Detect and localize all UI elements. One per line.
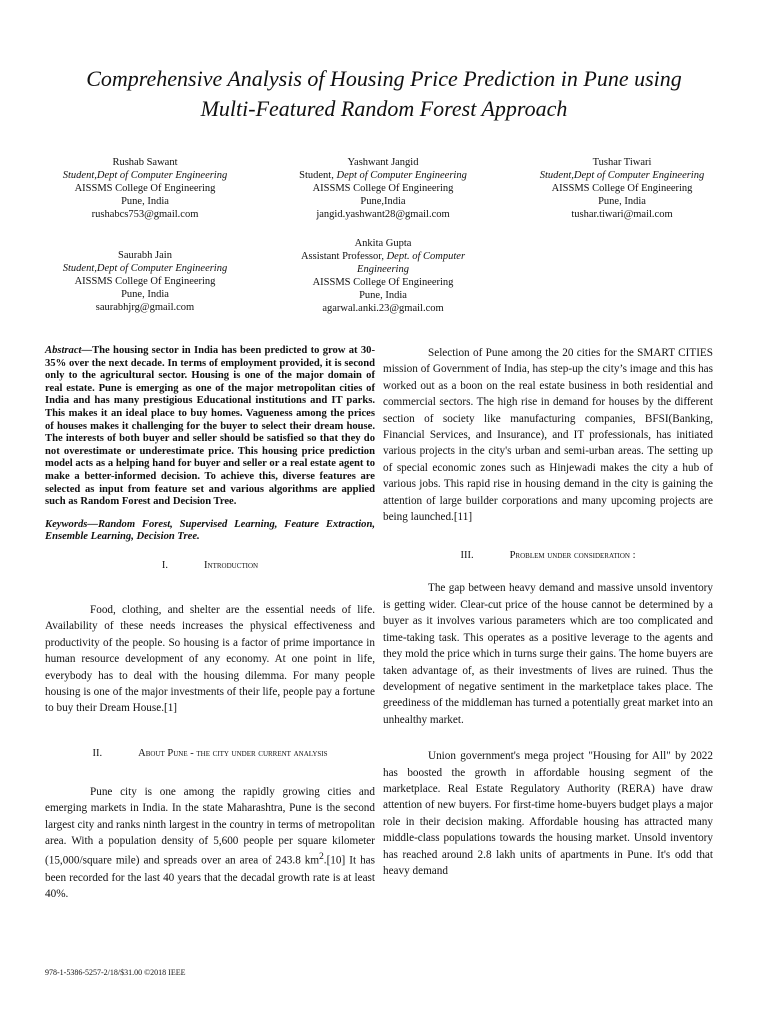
paragraph-text: Pune city is one among the rapidly growing cities and emerging markets in India. In the state Maharashtra, Pune is the second largest city and ranks ninth largest in the country in terms of metropolitan area. With a population density of 5,600 people per square kilometer (15,000/square mile) and spreads over an area of 243.8 km bbox=[45, 785, 375, 868]
author-org: AISSMS College Of Engineering bbox=[551, 183, 693, 194]
author-location: Pune,India bbox=[360, 196, 406, 207]
abstract bbox=[45, 345, 375, 509]
author-org: AISSMS College Of Engineering bbox=[74, 183, 216, 194]
author-location: Pune, India bbox=[121, 289, 169, 300]
paper-title bbox=[30, 64, 738, 124]
superscript: 2 bbox=[319, 852, 324, 863]
author-name: Yashwant Jangid bbox=[347, 157, 419, 168]
author-org: AISSMS College Of Engineering bbox=[312, 183, 454, 194]
title-line-2: Multi-Featured Random Forest Approach bbox=[200, 96, 568, 121]
section-number: I. bbox=[161, 559, 169, 571]
author-role: Student,Dept of Computer Engineering bbox=[62, 263, 228, 274]
author-org: AISSMS College Of Engineering bbox=[74, 276, 216, 287]
paragraph: Food, clothing, and shelter are the essential needs of life. Availability of these needs increases the physical effectiveness and productivity of the people. So housing is a factor of prime importance in human resource development of any economy. At one point in life, everybody has to deal with the housing dilemma. For many people housing is one of the major investments of their life, people pay a fortune to buy their Dream House.[1] bbox=[45, 603, 375, 715]
author-role: Student,Dept of Computer Engineering bbox=[62, 170, 228, 181]
paragraph: Selection of Pune among the 20 cities for the SMART CITIES mission of Government of India, has step-up the city’s image and this has worked out as a boon on the real estate business in both residential and commercial sectors. The high rise in demand for houses by the different section of society like manufacturing companies, BFSI(Banking, Financial Services, and Insurance), and IT professionals, has initiated various projects in the city's urban and semi-urban areas. The setting up of special economic zones such as Hinjewadi makes the city a hub of various jobs. This rapid rise in housing demand in the city is gaining the attention of large builder corporations and many upcoming projects are being launched.[11] bbox=[383, 347, 713, 524]
author-email: jangid.yashwant28@gmail.com bbox=[316, 209, 450, 220]
paragraph-text: .[10] It has been recorded for the last 40 years that the decadal growth rate is at least 40%. bbox=[45, 855, 375, 900]
section-heading bbox=[45, 747, 375, 760]
author-role-line bbox=[283, 250, 483, 276]
section-heading bbox=[383, 549, 713, 562]
author-email: saurabhjrg@gmail.com bbox=[95, 302, 195, 313]
author-block bbox=[30, 249, 260, 314]
keywords: Keywords—Random Forest, Supervised Learning, Feature Extraction, Ensemble Learning, Decision Tree. bbox=[45, 518, 375, 543]
paragraph: Union government's mega project "Housing for All" by 2022 has boosted the growth in affordable housing segment of the marketplace. Real Estate Regulatory Authority (RERA) have draw attention of new buyers. For first-time home-buyers budget plays a major role in their decision making. Affordable housing has attracted many middle-class populations towards the housing market. Unsold inventory has reached around 2.8 lakh units of apartments in Pune. It's odd that heavy demand bbox=[383, 750, 713, 877]
paragraph: The gap between heavy demand and massive unsold inventory is getting wider. Clear-cut price of the house cannot be determined by a buyer as it involves various parameters which are too complicated and time-taking task. This operates as a positive leverage to the agents and they mold the price which in turns surge their gains. The home buyers are taken advantage of, as their investments of lives are ruined. Thus the development of negative sentiment in the marketplace takes place. The greediness of the middleman has turned a potentially great market into an unhealthy market. bbox=[383, 582, 713, 726]
author-name: Rushab Sawant bbox=[112, 157, 178, 168]
author-location: Pune, India bbox=[121, 196, 169, 207]
author-location: Pune, India bbox=[359, 290, 407, 301]
author-block bbox=[268, 156, 498, 221]
author-block bbox=[30, 156, 260, 221]
author-name: Saurabh Jain bbox=[118, 250, 172, 261]
author-role-line bbox=[268, 169, 498, 182]
section-heading bbox=[45, 559, 375, 572]
author-org: AISSMS College Of Engineering bbox=[312, 277, 454, 288]
title-line-1: Comprehensive Analysis of Housing Price Prediction in Pune using bbox=[86, 66, 682, 91]
copyright-footer: 978-1-5386-5257-2/18/$31.00 ©2018 IEEE bbox=[45, 968, 186, 977]
author-role: Dept. of Computer Engineering bbox=[357, 251, 466, 275]
author-block bbox=[283, 237, 483, 315]
section-title: Introduction bbox=[204, 559, 259, 571]
author-email: agarwal.anki.23@gmail.com bbox=[322, 303, 444, 314]
author-role-prefix: Assistant Professor, bbox=[300, 251, 387, 262]
author-role-prefix: Student, bbox=[299, 170, 337, 181]
author-location: Pune, India bbox=[598, 196, 646, 207]
right-column bbox=[383, 345, 713, 879]
author-name: Ankita Gupta bbox=[354, 238, 412, 249]
author-email: rushabcs753@gmail.com bbox=[91, 209, 199, 220]
section-number: III. bbox=[460, 550, 474, 562]
section-title: About Pune - the city under current analysis bbox=[138, 747, 328, 759]
author-email: tushar.tiwari@mail.com bbox=[571, 209, 673, 220]
section-number: II. bbox=[92, 747, 103, 759]
paragraph bbox=[45, 784, 375, 903]
section-title: Problem under consideration : bbox=[509, 550, 636, 562]
author-name: Tushar Tiwari bbox=[592, 157, 652, 168]
abstract-text: —The housing sector in India has been predicted to grow at 30-35% over the next decade. In terms of employment provided, it is second only to the agricultural sector. Housing is one of the major domain of real estate. Pune is emerging as one of the major metropolitan cities of India and has many prestigious Educational institutions and IT parks. This makes it an ideal place to buy homes. Vagueness among the prices of houses makes it challenging for the buyer to select their dream house. The interests of both buyer and seller should be satisfied so that they do not overestimate or underestimate price. This housing price prediction model acts as a helping hand for buyer and seller or a real estate agent to make a better-informed decision. To achieve this, diverse features are selected as input from feature set and various algorithms are applied such as Random Forest and Decision Tree. bbox=[45, 345, 375, 508]
author-role: Dept of Computer Engineering bbox=[336, 170, 467, 181]
author-role: Student,Dept of Computer Engineering bbox=[539, 170, 705, 181]
author-block bbox=[507, 156, 737, 221]
abstract-lead: Abstract bbox=[45, 345, 82, 356]
left-column bbox=[45, 345, 375, 902]
